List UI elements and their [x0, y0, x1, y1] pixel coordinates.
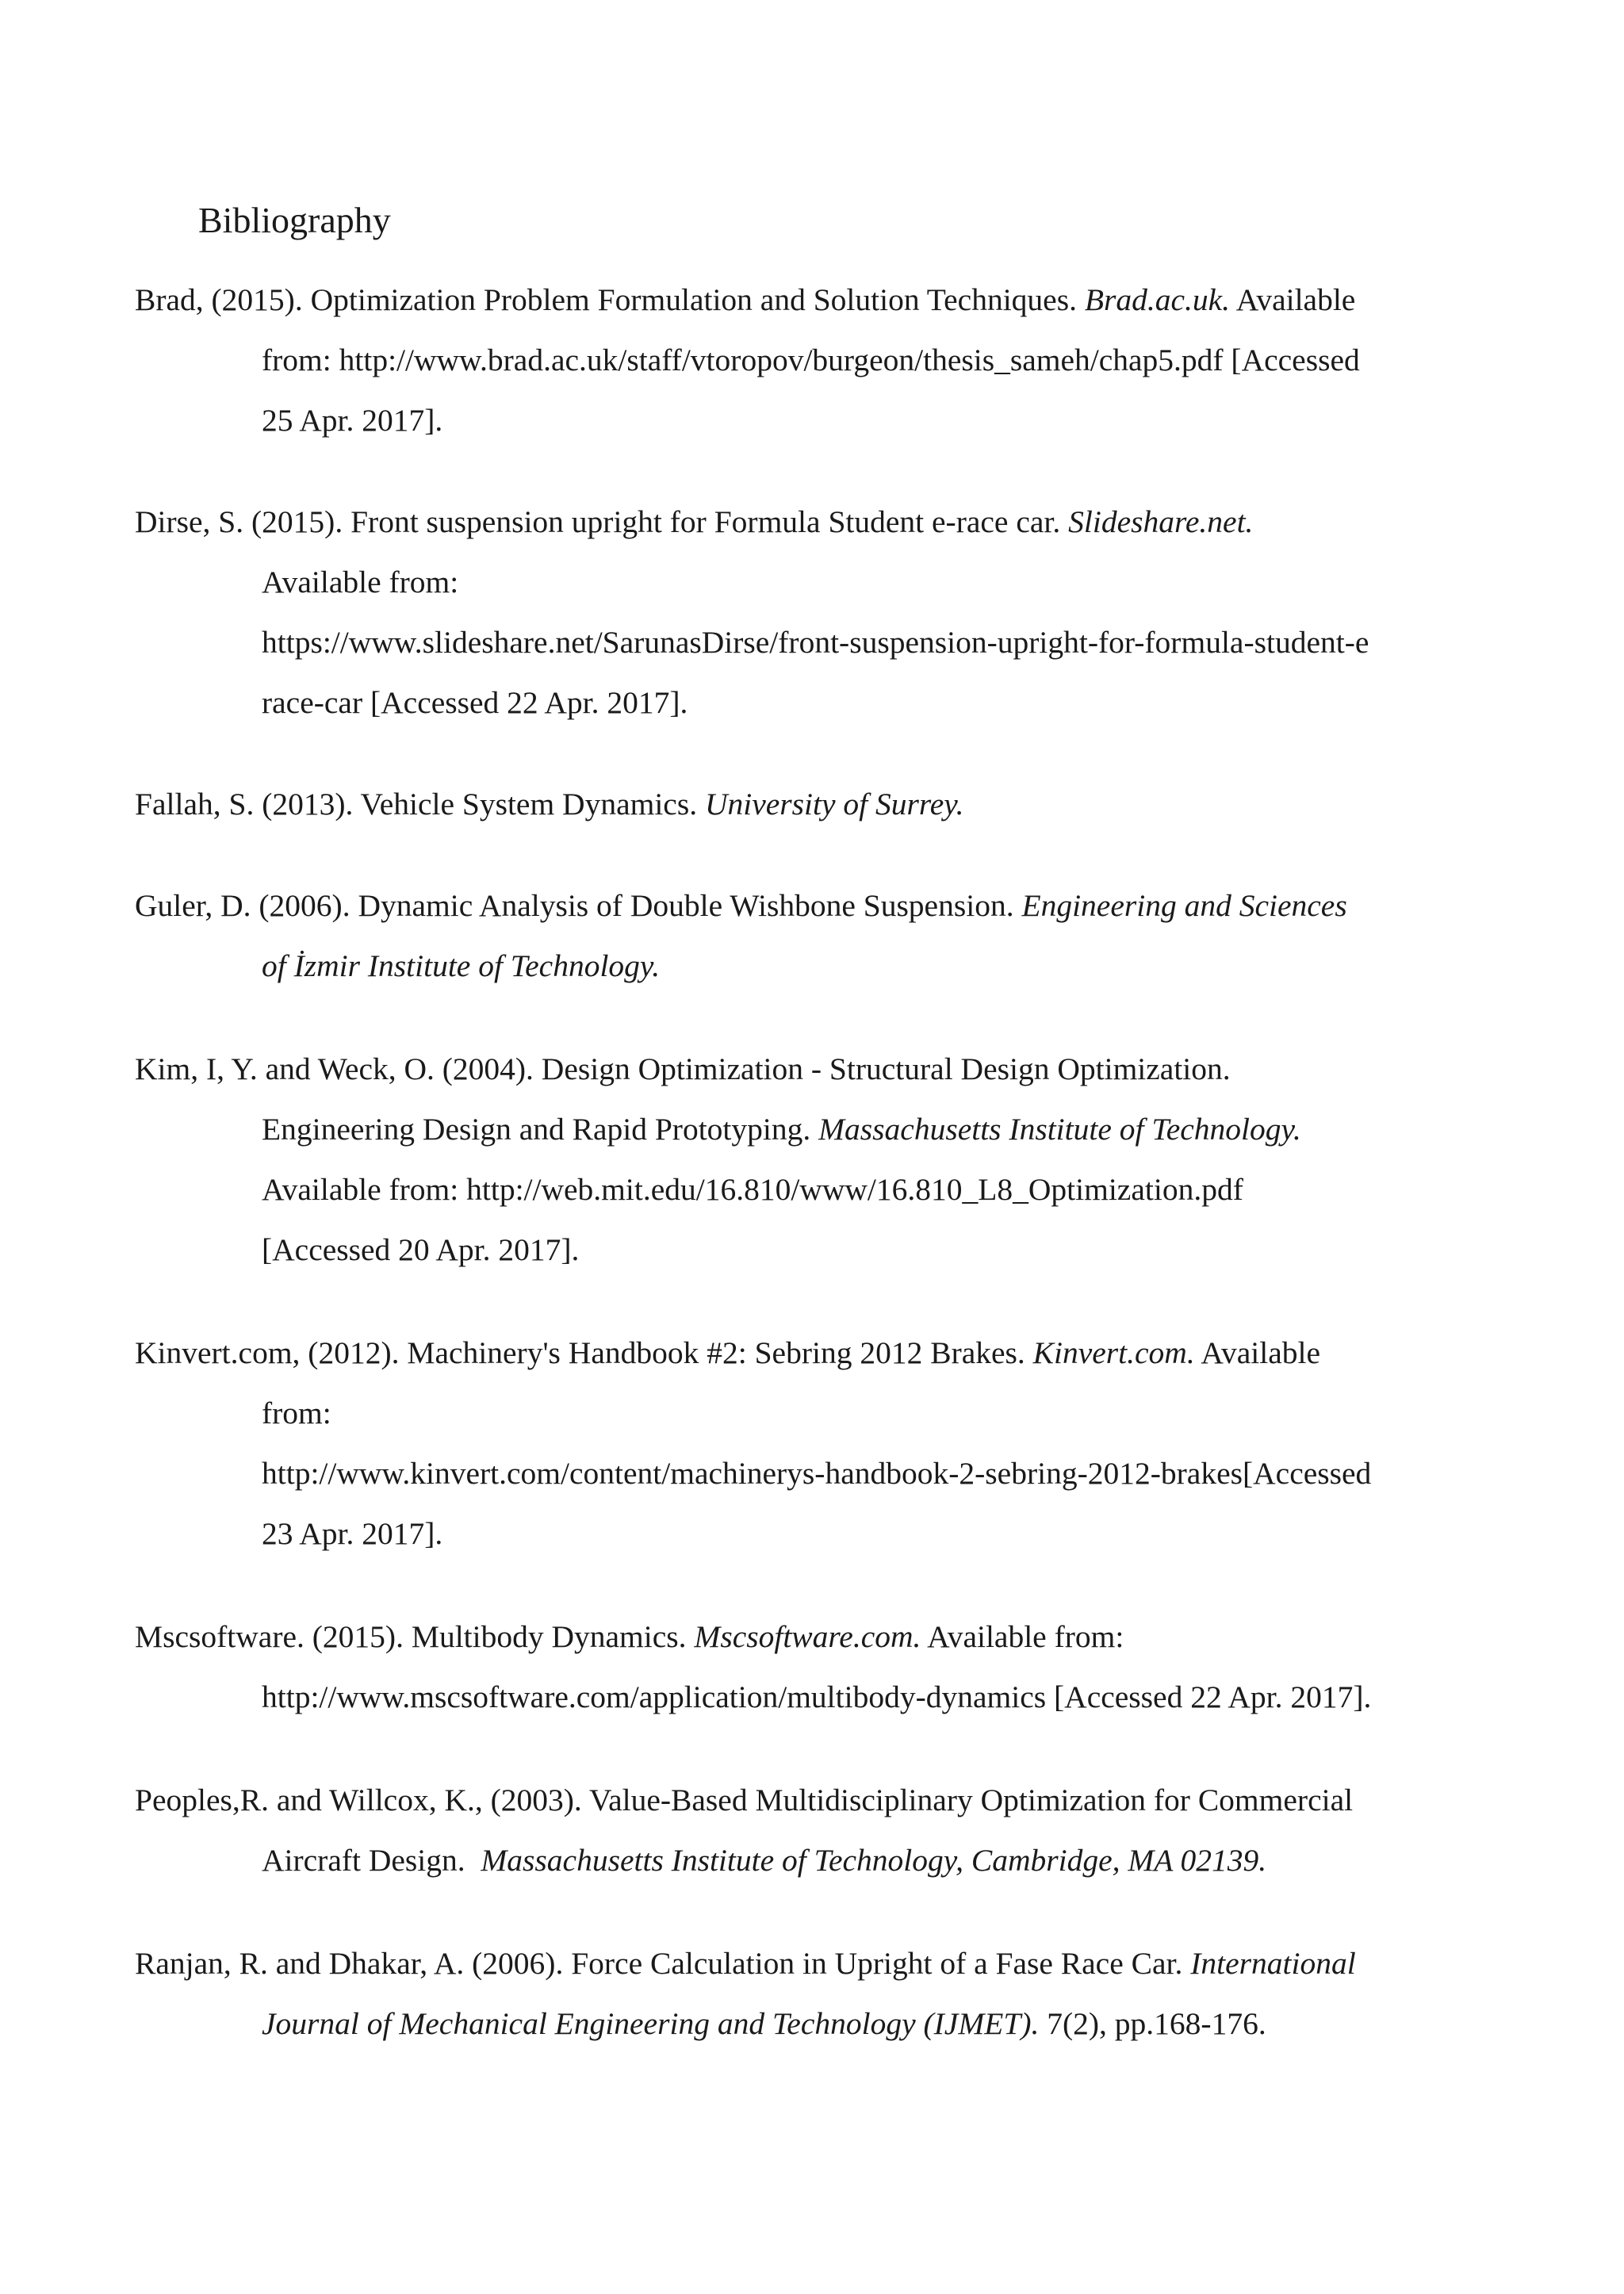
reference-line: [135, 875, 1483, 936]
reference-guler: [135, 875, 1483, 996]
reference-source: Journal of Mechanical Engineering and Technology (IJMET).: [262, 2006, 1040, 2041]
reference-source: Kinvert.com.: [1032, 1335, 1195, 1370]
reference-line: [135, 1933, 1483, 1993]
reference-line: [135, 1993, 1483, 2054]
reference-source: International: [1190, 1946, 1356, 1981]
reference-line: [135, 330, 1483, 390]
reference-url: Available from: http://web.mit.edu/16.810/www/16.810_L8_Optimization.pdf: [262, 1172, 1243, 1207]
reference-kinvert: [135, 1323, 1483, 1564]
reference-line: [135, 1099, 1483, 1159]
reference-text: Available from:: [262, 565, 459, 599]
reference-text: race-car [Accessed 22 Apr. 2017].: [262, 685, 688, 720]
reference-text: Kinvert.com, (2012). Machinery's Handbook #2: Sebring 2012 Brakes.: [135, 1335, 1033, 1370]
reference-line: [135, 270, 1483, 330]
reference-line: [135, 552, 1483, 612]
reference-line: [135, 1220, 1483, 1280]
reference-source: Brad.ac.uk.: [1084, 282, 1231, 317]
reference-text: Mscsoftware. (2015). Multibody Dynamics.: [135, 1619, 695, 1654]
reference-line: [135, 1830, 1483, 1890]
reference-line: [135, 1159, 1483, 1220]
reference-text: Brad, (2015). Optimization Problem Formulation and Solution Techniques.: [135, 282, 1085, 317]
reference-source: Engineering and Sciences: [1021, 888, 1347, 923]
reference-line: [135, 1667, 1483, 1727]
reference-text: 7(2), pp.168-176.: [1039, 2006, 1266, 2041]
reference-mscsoftware: [135, 1607, 1483, 1727]
reference-line: [135, 774, 1483, 834]
reference-text: 23 Apr. 2017].: [262, 1516, 443, 1551]
reference-line: [135, 1503, 1483, 1564]
reference-text: Available: [1194, 1335, 1321, 1370]
reference-text: Guler, D. (2006). Dynamic Analysis of Double Wishbone Suspension.: [135, 888, 1022, 923]
reference-line: [135, 672, 1483, 733]
reference-text: Kim, I, Y. and Weck, O. (2004). Design Optimization - Structural Design Optimization.: [135, 1051, 1231, 1086]
reference-line: [135, 390, 1483, 450]
reference-url: from: http://www.brad.ac.uk/staff/vtoropov/burgeon/thesis_sameh/chap5.pdf [Accessed: [262, 343, 1360, 377]
reference-peoples: [135, 1770, 1483, 1890]
reference-url: https://www.slideshare.net/SarunasDirse/front-suspension-upright-for-formula-student-e: [262, 625, 1369, 660]
reference-line: [135, 1383, 1483, 1443]
reference-line: [135, 1607, 1483, 1667]
reference-line: [135, 1770, 1483, 1830]
reference-line: [135, 1039, 1483, 1099]
reference-text: Peoples,R. and Willcox, K., (2003). Value-Based Multidisciplinary Optimization for Commercial: [135, 1783, 1354, 1817]
reference-line: [135, 1323, 1483, 1383]
reference-line: [135, 612, 1483, 672]
reference-text: from:: [262, 1396, 331, 1430]
reference-text: Aircraft Design.: [262, 1843, 481, 1878]
reference-source: Slideshare.net.: [1068, 504, 1254, 539]
reference-ranjan: [135, 1933, 1483, 2054]
reference-url: http://www.kinvert.com/content/machinerys-handbook-2-sebring-2012-brakes[Accessed: [262, 1456, 1372, 1491]
reference-text: Available: [1230, 282, 1356, 317]
reference-dirse: [135, 492, 1483, 733]
reference-url: http://www.mscsoftware.com/application/multibody-dynamics [Accessed 22 Apr. 2017].: [262, 1679, 1372, 1714]
reference-brad: [135, 270, 1483, 450]
reference-text: Available from:: [921, 1619, 1124, 1654]
reference-source: Mscsoftware.com.: [694, 1619, 921, 1654]
reference-text: [Accessed 20 Apr. 2017].: [262, 1232, 580, 1267]
reference-source: Massachusetts Institute of Technology, Cambridge, MA 02139.: [481, 1843, 1267, 1878]
reference-kim: [135, 1039, 1483, 1280]
reference-text: Engineering Design and Rapid Prototyping.: [262, 1112, 819, 1147]
reference-text: 25 Apr. 2017].: [262, 403, 443, 438]
bibliography-heading: Bibliography: [198, 200, 391, 240]
reference-line: [135, 492, 1483, 552]
reference-source: of İzmir Institute of Technology.: [262, 948, 661, 983]
reference-fallah: [135, 774, 1483, 834]
reference-text: Ranjan, R. and Dhakar, A. (2006). Force Calculation in Upright of a Fase Race Car.: [135, 1946, 1191, 1981]
reference-line: [135, 1443, 1483, 1503]
reference-line: [135, 936, 1483, 996]
reference-text: Fallah, S. (2013). Vehicle System Dynamics.: [135, 787, 705, 821]
reference-source: Massachusetts Institute of Technology.: [818, 1112, 1301, 1147]
reference-source: University of Surrey.: [704, 787, 964, 821]
reference-text: Dirse, S. (2015). Front suspension upright for Formula Student e-race car.: [135, 504, 1069, 539]
